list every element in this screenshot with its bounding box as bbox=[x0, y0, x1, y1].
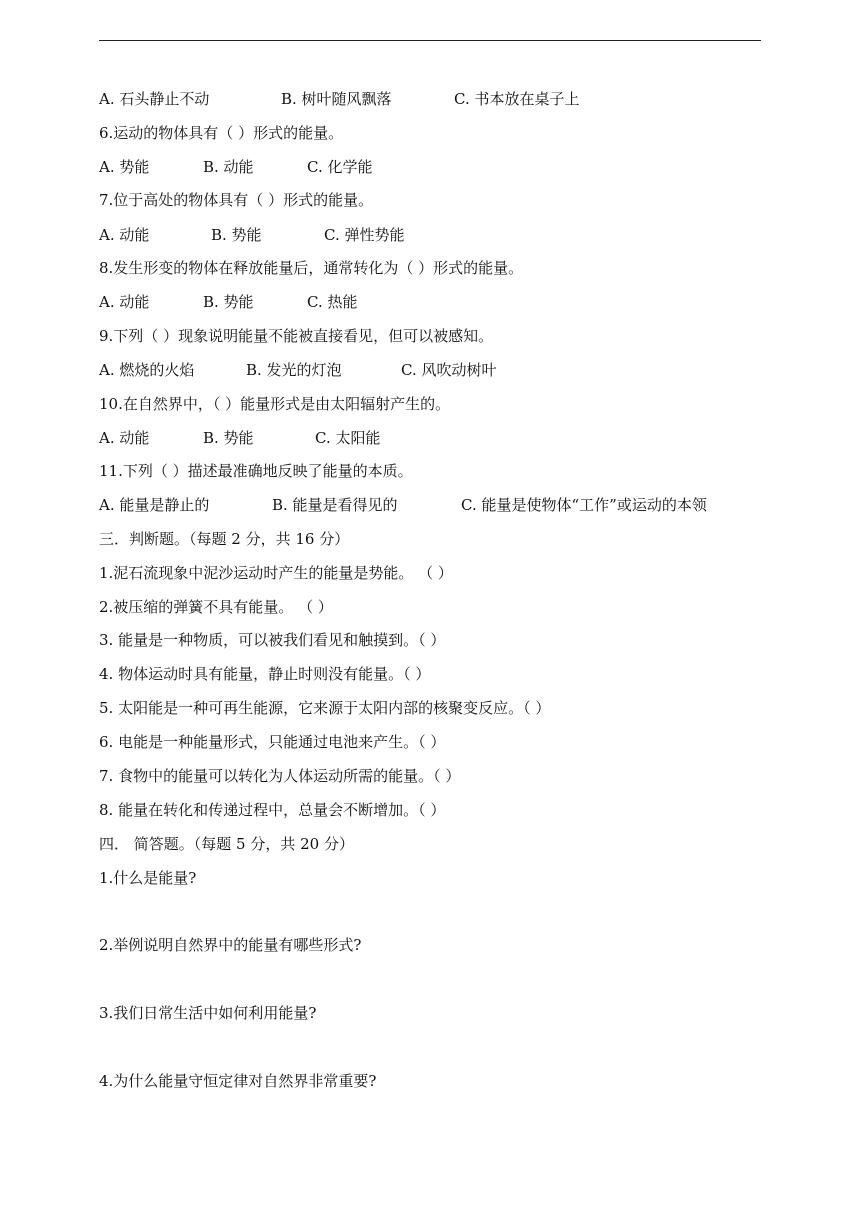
section-3-title: 三．判断题。（每题 2 分，共 16 分） bbox=[99, 530, 350, 548]
q8-option-c: C. 热能 bbox=[307, 293, 358, 311]
q9-option-a: A. 燃烧的火焰 bbox=[99, 361, 195, 379]
tf-item-6: 6. 电能是一种能量形式，只能通过电池来产生。（ ） bbox=[99, 733, 446, 751]
q6-option-b: B. 动能 bbox=[203, 158, 254, 176]
tf-item-3: 3. 能量是一种物质，可以被我们看见和触摸到。（ ） bbox=[99, 631, 446, 649]
tf-item-5: 5. 太阳能是一种可再生能源，它来源于太阳内部的核聚变反应。（ ） bbox=[99, 699, 551, 717]
q9-option-c: C. 风吹动树叶 bbox=[401, 361, 497, 379]
q5-option-b: B. 树叶随风飘落 bbox=[281, 90, 392, 108]
q10-stem: 10.在自然界中，（ ）能量形式是由太阳辐射产生的。 bbox=[99, 395, 451, 413]
q5-option-c: C. 书本放在桌子上 bbox=[454, 90, 580, 108]
q7-option-c: C. 弹性势能 bbox=[324, 226, 405, 244]
q10-option-b: B. 势能 bbox=[203, 429, 254, 447]
tf-item-2: 2.被压缩的弹簧不具有能量。 （ ） bbox=[99, 598, 333, 616]
tf-item-4: 4. 物体运动时具有能量，静止时则没有能量。（ ） bbox=[99, 665, 431, 683]
short-answer-1: 1.什么是能量? bbox=[99, 869, 197, 887]
q11-option-c: C. 能量是使物体“工作”或运动的本领 bbox=[461, 496, 707, 514]
tf-item-1: 1.泥石流现象中泥沙运动时产生的能量是势能。 （ ） bbox=[99, 564, 453, 582]
q10-option-a: A. 动能 bbox=[99, 429, 150, 447]
q8-option-a: A. 动能 bbox=[99, 293, 150, 311]
q6-option-a: A. 势能 bbox=[99, 158, 150, 176]
q9-option-b: B. 发光的灯泡 bbox=[246, 361, 342, 379]
short-answer-4: 4.为什么能量守恒定律对自然界非常重要? bbox=[99, 1072, 377, 1090]
q7-stem: 7.位于高处的物体具有（ ）形式的能量。 bbox=[99, 191, 374, 209]
q5-option-a: A. 石头静止不动 bbox=[99, 90, 210, 108]
short-answer-2: 2.举例说明自然界中的能量有哪些形式? bbox=[99, 936, 362, 954]
q6-option-c: C. 化学能 bbox=[307, 158, 373, 176]
tf-item-7: 7. 食物中的能量可以转化为人体运动所需的能量。（ ） bbox=[99, 767, 461, 785]
tf-item-8: 8. 能量在转化和传递过程中，总量会不断增加。（ ） bbox=[99, 801, 446, 819]
short-answer-3: 3.我们日常生活中如何利用能量? bbox=[99, 1004, 317, 1022]
section-4-title: 四． 简答题。（每题 5 分，共 20 分） bbox=[99, 835, 354, 853]
q11-stem: 11.下列（ ）描述最准确地反映了能量的本质。 bbox=[99, 462, 413, 480]
q7-option-b: B. 势能 bbox=[211, 226, 262, 244]
q9-stem: 9.下列（ ）现象说明能量不能被直接看见，但可以被感知。 bbox=[99, 327, 494, 345]
q11-option-a: A. 能量是静止的 bbox=[99, 496, 210, 514]
header-rule bbox=[99, 40, 761, 41]
q7-option-a: A. 动能 bbox=[99, 226, 150, 244]
q6-stem: 6.运动的物体具有（ ）形式的能量。 bbox=[99, 124, 344, 142]
q11-option-b: B. 能量是看得见的 bbox=[272, 496, 398, 514]
q10-option-c: C. 太阳能 bbox=[315, 429, 381, 447]
q8-option-b: B. 势能 bbox=[203, 293, 254, 311]
q8-stem: 8.发生形变的物体在释放能量后，通常转化为（ ）形式的能量。 bbox=[99, 259, 524, 277]
